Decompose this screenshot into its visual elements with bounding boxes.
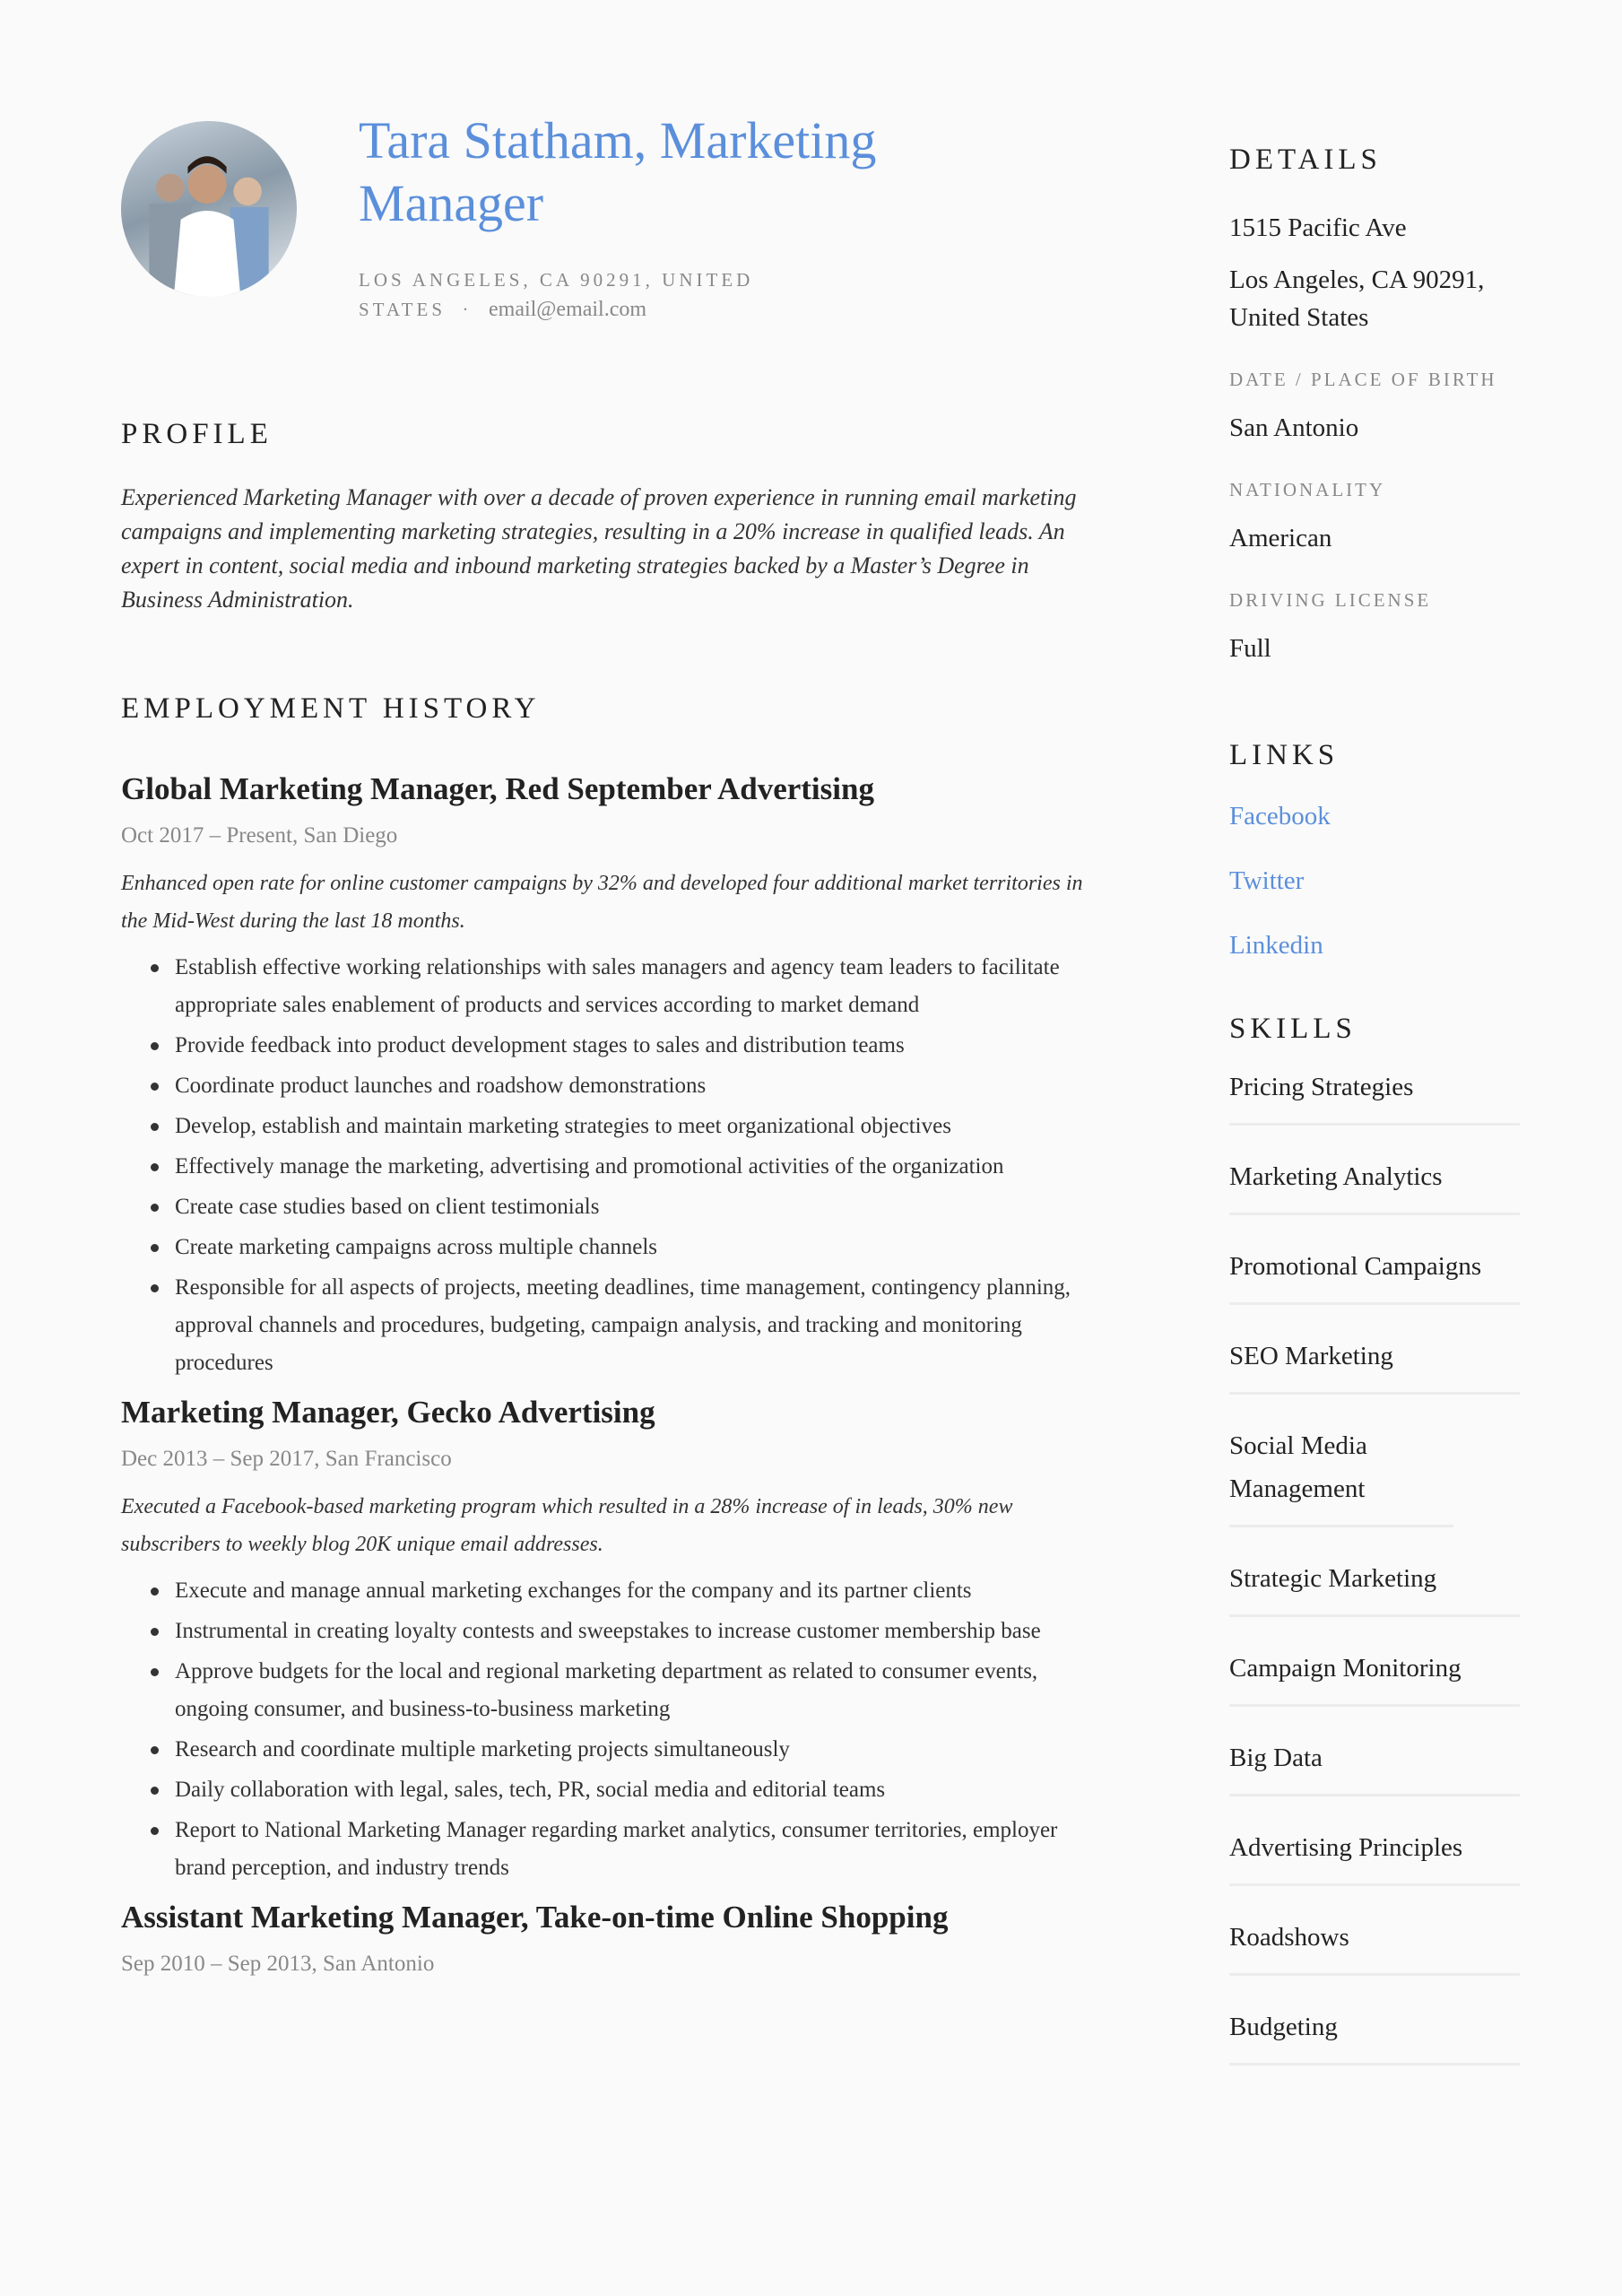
skill-item: Pricing Strategies — [1229, 1065, 1520, 1126]
list-item: Coordinate product launches and roadshow demonstrations — [121, 1067, 1089, 1105]
job-bullets — [121, 1572, 1089, 1887]
birth-label: DATE / PLACE OF BIRTH — [1229, 369, 1497, 390]
skill-item: Social Media Management — [1229, 1424, 1453, 1527]
skill-item: SEO Marketing — [1229, 1335, 1520, 1395]
link-linkedin[interactable]: Linkedin — [1229, 931, 1323, 960]
profile-heading: PROFILE — [121, 418, 273, 450]
skill-item: Promotional Campaigns — [1229, 1245, 1520, 1305]
skill-item: Strategic Marketing — [1229, 1557, 1520, 1617]
job-title: Global Marketing Manager, Red September Advertising — [121, 771, 874, 806]
list-item: Execute and manage annual marketing exchanges for the company and its partner clients — [121, 1572, 1089, 1610]
skill-item: Budgeting — [1229, 2005, 1520, 2066]
list-item: Develop, establish and maintain marketing strategies to meet organizational objectives — [121, 1108, 1089, 1145]
job-entry — [121, 1896, 1089, 1982]
job-dates: Sep 2010 – Sep 2013, San Antonio — [121, 1952, 435, 1976]
birth-value: San Antonio — [1229, 413, 1359, 442]
job-title: Marketing Manager, Gecko Advertising — [121, 1395, 655, 1430]
email-link[interactable]: email@email.com — [489, 298, 647, 321]
skill-item: Big Data — [1229, 1736, 1520, 1796]
job-bullets — [121, 949, 1089, 1382]
job-entry — [121, 768, 1089, 1382]
list-item: Create marketing campaigns across multiple channels — [121, 1229, 1089, 1266]
address: LOS ANGELES, CA 90291, UNITED STATES — [359, 269, 754, 320]
list-item: Research and coordinate multiple marketing projects simultaneously — [121, 1731, 1089, 1769]
candidate-name: Tara Statham, Marketing Manager — [359, 111, 877, 232]
link-twitter[interactable]: Twitter — [1229, 866, 1305, 895]
license-label: DRIVING LICENSE — [1229, 589, 1432, 611]
list-item: Approve budgets for the local and regional marketing department as related to consumer events, ongoing consumer, and business-to-business marketing — [121, 1653, 1089, 1728]
list-item: Daily collaboration with legal, sales, tech, PR, social media and editorial teams — [121, 1771, 1089, 1809]
skill-item: Roadshows — [1229, 1916, 1520, 1976]
nationality-label: NATIONALITY — [1229, 479, 1386, 500]
employment-list — [121, 768, 1089, 1991]
job-title: Assistant Marketing Manager, Take-on-time Online Shopping — [121, 1900, 949, 1935]
job-dates: Dec 2013 – Sep 2017, San Francisco — [121, 1447, 452, 1471]
job-dates: Oct 2017 – Present, San Diego — [121, 823, 398, 848]
skill-item: Advertising Principles — [1229, 1826, 1520, 1886]
job-summary: Executed a Facebook-based marketing program which resulted in a 28% increase of in leads, 30% new subscribers to weekly blog 20K unique email addresses. — [121, 1495, 1013, 1556]
list-item: Report to National Marketing Manager regarding market analytics, consumer territories, employer brand perception, and industry trends — [121, 1812, 1089, 1887]
license-value: Full — [1229, 634, 1271, 663]
skills-heading: SKILLS — [1229, 1013, 1357, 1045]
job-summary: Enhanced open rate for online customer campaigns by 32% and developed four additional market territories in the Mid-West during the last 18 months. — [121, 872, 1083, 933]
address-line-2: Los Angeles, CA 90291, United States — [1229, 265, 1485, 332]
skill-item: Marketing Analytics — [1229, 1155, 1520, 1215]
nationality-value: American — [1229, 524, 1332, 552]
links-heading: LINKS — [1229, 739, 1340, 771]
separator: · — [462, 299, 473, 320]
link-facebook[interactable]: Facebook — [1229, 802, 1331, 831]
profile-text: Experienced Marketing Manager with over a decade of proven experience in running email marketing campaigns and implementing marketing strategies, resulting in a 20% increase in qualified leads. An expert in content, social media and inbound marketing strategies backed by a Master’s Degree in Business Administration. — [121, 484, 1077, 613]
skill-item: Campaign Monitoring — [1229, 1647, 1520, 1707]
list-item: Instrumental in creating loyalty contests and sweepstakes to increase customer membership base — [121, 1613, 1089, 1650]
sidebar — [1229, 144, 1525, 2095]
job-entry — [121, 1391, 1089, 1887]
profile-photo — [121, 121, 297, 297]
address-line-1: 1515 Pacific Ave — [1229, 213, 1407, 242]
employment-heading: EMPLOYMENT HISTORY — [121, 692, 541, 725]
contact-line — [359, 265, 807, 325]
list-item: Establish effective working relationships with sales managers and agency team leaders to facilitate appropriate sales enablement of products and services according to market demand — [121, 949, 1089, 1024]
list-item: Provide feedback into product development stages to sales and distribution teams — [121, 1027, 1089, 1065]
list-item: Create case studies based on client testimonials — [121, 1188, 1089, 1226]
list-item: Responsible for all aspects of projects, meeting deadlines, time management, contingency planning, approval channels and procedures, budgeting, campaign analysis, and tracking and monitoring procedures — [121, 1269, 1089, 1382]
details-heading: DETAILS — [1229, 144, 1382, 176]
list-item: Effectively manage the marketing, advertising and promotional activities of the organization — [121, 1148, 1089, 1186]
